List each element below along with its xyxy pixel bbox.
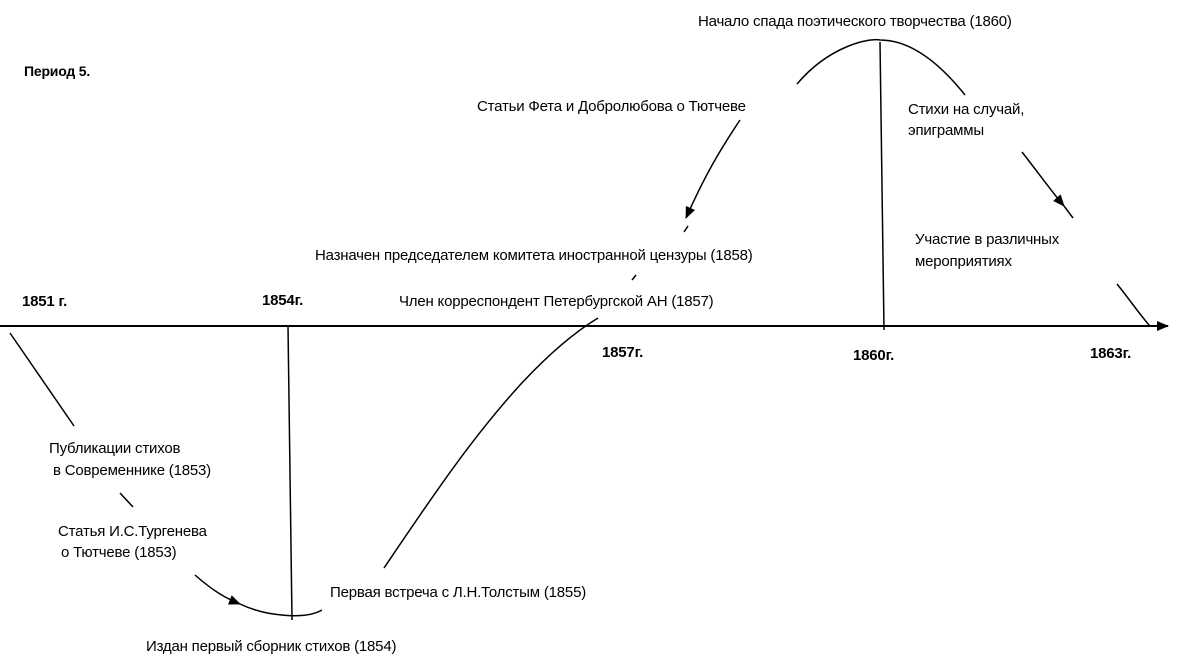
event-occasional-line1: Стихи на случай, bbox=[908, 101, 1025, 118]
event-tolstoy: Первая встреча с Л.Н.Толстым (1855) bbox=[330, 584, 587, 601]
curve-1858-tick bbox=[632, 275, 636, 280]
event-participation-line2: мероприятиях bbox=[915, 253, 1012, 270]
curve-tail bbox=[1117, 284, 1150, 326]
event-censorship: Назначен председателем комитета иностранной цензуры (1858) bbox=[315, 247, 753, 264]
event-publications-line1: Публикации стихов bbox=[49, 440, 181, 457]
event-publications-line2: в Современнике (1853) bbox=[53, 462, 211, 479]
curve-decline-end bbox=[1064, 206, 1073, 218]
year-label-1863: 1863г. bbox=[1090, 345, 1132, 362]
marker-1860 bbox=[880, 42, 884, 330]
year-label-1860: 1860г. bbox=[853, 347, 895, 364]
curve-decline-arrow bbox=[1022, 152, 1064, 206]
event-decline: Начало спада поэтического творчества (1860) bbox=[698, 13, 1012, 30]
curve-fet-rise bbox=[686, 120, 740, 218]
curve-1851-to-1853 bbox=[10, 333, 74, 426]
curve-1853-between bbox=[120, 493, 133, 507]
curve-1855-rise bbox=[384, 318, 598, 568]
curve-trough bbox=[240, 604, 322, 616]
year-label-1851: 1851 г. bbox=[22, 293, 68, 310]
marker-1854 bbox=[288, 326, 292, 620]
period-title: Период 5. bbox=[24, 63, 91, 79]
event-occasional-line2: эпиграммы bbox=[908, 122, 984, 139]
year-label-1857: 1857г. bbox=[602, 344, 644, 361]
event-academy: Член корреспондент Петербургской АН (1857) bbox=[399, 293, 714, 310]
curve-to-fet bbox=[684, 226, 688, 232]
event-turgenev-line1: Статья И.С.Тургенева bbox=[58, 523, 207, 540]
event-participation-line1: Участие в различных bbox=[915, 231, 1060, 248]
event-turgenev-line2: о Тютчеве (1853) bbox=[61, 544, 177, 561]
curve-to-1854-trough bbox=[195, 575, 240, 604]
year-label-1854: 1854г. bbox=[262, 292, 304, 309]
event-first-collection: Издан первый сборник стихов (1854) bbox=[146, 638, 397, 655]
event-fet-dobrolyubov: Статьи Фета и Добролюбова о Тютчеве bbox=[477, 98, 746, 115]
